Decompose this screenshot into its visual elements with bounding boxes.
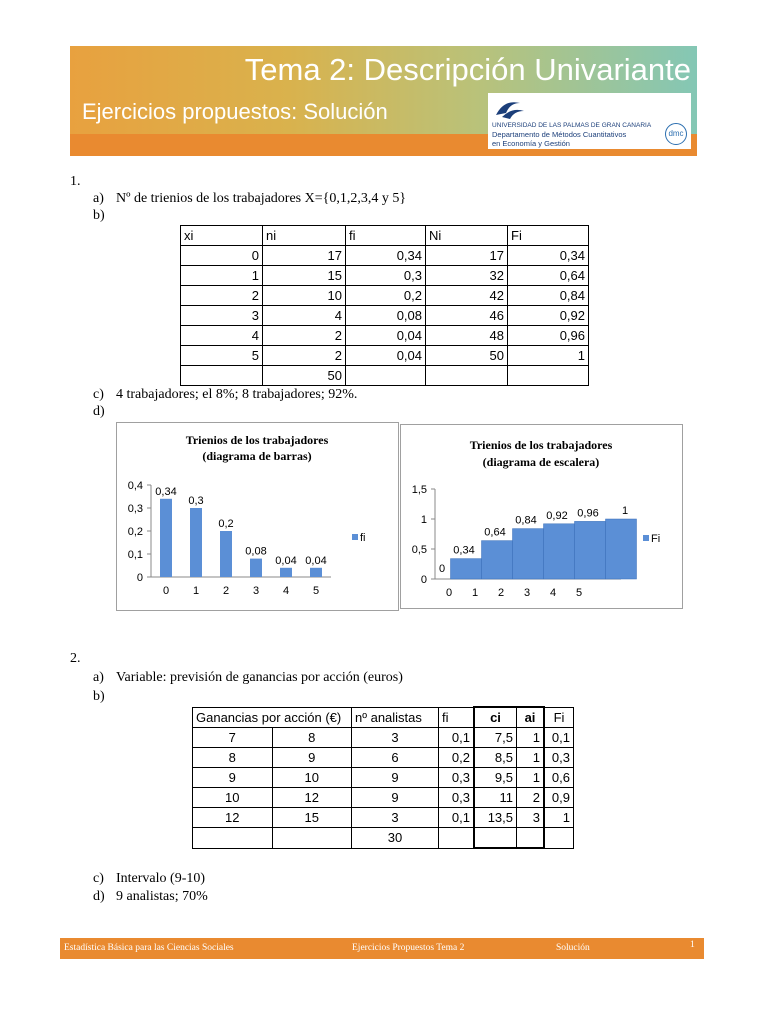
y-tick-label: 0 — [420, 574, 427, 586]
step-bar — [544, 524, 575, 579]
table-cell: 0,34 — [508, 246, 589, 266]
table-cell: 15 — [272, 808, 352, 828]
dmc-badge: dmc — [665, 123, 687, 145]
table-header-row — [193, 707, 574, 728]
table-cell: 3 — [352, 808, 439, 828]
footer-course: Estadística Básica para las Ciencias Sociales — [64, 943, 234, 953]
ex1-c-text: 4 trabajadores; el 8%; 8 trabajadores; 92%. — [116, 387, 358, 402]
table-row — [181, 346, 589, 366]
table-cell: 1 — [181, 266, 263, 286]
x-tick-label: 3 — [523, 587, 531, 599]
data-label: 0,34 — [453, 544, 475, 557]
ex1-a-text: Nº de trienios de los trabajadores X={0,1,2,3,4 y 5} — [116, 191, 407, 206]
table-cell: 2 — [263, 346, 346, 366]
table-row — [181, 306, 589, 326]
table-row — [181, 246, 589, 266]
chart-subtitle: (diagrama de barras) — [202, 449, 312, 463]
table-cell: 0,1 — [439, 728, 475, 748]
chart-title: Trienios de los trabajadores — [469, 438, 613, 452]
table-cell: 0,34 — [346, 246, 426, 266]
logo-department-name-2: en Economía y Gestión — [492, 139, 570, 148]
table-header-row — [181, 226, 589, 246]
legend-swatch — [643, 535, 649, 541]
table-cell — [517, 828, 545, 849]
table-row — [193, 788, 574, 808]
x-tick-label: 4 — [549, 587, 557, 599]
header-cell: Fi — [508, 226, 589, 246]
chart-title: Trienios de los trabajadores — [185, 433, 329, 447]
table-cell: 0,6 — [544, 768, 574, 788]
table-cell: 7 — [193, 728, 273, 748]
data-label: 0,34 — [155, 485, 177, 498]
y-tick-label: 0,2 — [127, 526, 143, 538]
header-cell: fi — [439, 707, 475, 728]
logo-university-name: UNIVERSIDAD DE LAS PALMAS DE GRAN CANARIA — [492, 122, 652, 129]
bar — [190, 508, 202, 577]
table-cell: 42 — [426, 286, 508, 306]
legend-label: fi — [360, 532, 366, 544]
table-row — [193, 808, 574, 828]
table-cell — [272, 828, 352, 849]
table-cell: 17 — [263, 246, 346, 266]
table-cell: 0,3 — [544, 748, 574, 768]
table-cell: 0,1 — [544, 728, 574, 748]
logo-department-name: Departamento de Métodos Cuantitativos — [492, 130, 627, 139]
header-cell: ci — [474, 707, 517, 728]
table-total-cell: 50 — [263, 366, 346, 386]
table-cell: 12 — [193, 808, 273, 828]
x-tick-label: 2 — [497, 587, 505, 599]
table-row — [193, 728, 574, 748]
table-cell: 1 — [517, 748, 545, 768]
frequency-table-1 — [180, 225, 589, 386]
x-tick-label: 5 — [312, 585, 320, 597]
x-tick-label: 3 — [252, 585, 260, 597]
table-cell — [439, 828, 475, 849]
step-bar — [575, 521, 606, 579]
header-cell: ni — [263, 226, 346, 246]
legend-swatch — [352, 534, 358, 540]
table-cell: 0,08 — [346, 306, 426, 326]
bar-chart — [117, 423, 398, 610]
table-cell: 4 — [263, 306, 346, 326]
data-label: 0 — [439, 562, 446, 575]
ex2-a-label: a) — [93, 670, 104, 685]
table-cell: 46 — [426, 306, 508, 326]
bar — [250, 559, 262, 577]
y-tick-label: 0,3 — [127, 503, 143, 515]
data-label: 0,08 — [245, 545, 267, 558]
table-cell: 0,1 — [439, 808, 475, 828]
table-cell: 15 — [263, 266, 346, 286]
table-cell: 0,2 — [346, 286, 426, 306]
step-bar — [482, 541, 513, 579]
table-cell: 48 — [426, 326, 508, 346]
footer-section: Solución — [556, 943, 590, 953]
data-label: 0,04 — [305, 554, 327, 567]
table-cell: 17 — [426, 246, 508, 266]
table-cell: 8,5 — [474, 748, 517, 768]
header-cell: fi — [346, 226, 426, 246]
table-cell: 8 — [272, 728, 352, 748]
table-cell: 8 — [193, 748, 273, 768]
frequency-table-2 — [192, 706, 574, 849]
chart-subtitle: (diagrama de escalera) — [482, 455, 600, 469]
table-total-row — [181, 366, 589, 386]
table-row — [181, 326, 589, 346]
step-bar — [606, 519, 637, 579]
x-tick-label: 1 — [192, 585, 200, 597]
legend-label: Fi — [651, 533, 661, 545]
table-cell: 32 — [426, 266, 508, 286]
bar — [310, 568, 322, 577]
table-cell: 9 — [193, 768, 273, 788]
x-tick-label: 2 — [222, 585, 230, 597]
data-label: 0,3 — [188, 495, 204, 507]
table-cell: 1 — [544, 808, 574, 828]
table-cell: 0,64 — [508, 266, 589, 286]
y-tick-label: 0 — [136, 572, 143, 584]
ex2-number: 2. — [70, 651, 81, 666]
page-title: Tema 2: Descripción Univariante — [244, 52, 691, 87]
data-label: 0,04 — [275, 554, 297, 567]
table-cell: 3 — [517, 808, 545, 828]
header-cell: xi — [181, 226, 263, 246]
table-cell: 2 — [181, 286, 263, 306]
table-cell: 3 — [352, 728, 439, 748]
y-tick-label: 0,4 — [127, 480, 143, 492]
table-cell: 0,04 — [346, 326, 426, 346]
table-cell: 0,04 — [346, 346, 426, 366]
data-label: 1 — [621, 505, 629, 517]
ex2-c-text: Intervalo (9-10) — [116, 871, 206, 886]
y-tick-label: 0,1 — [127, 549, 143, 561]
header-cell: ai — [517, 707, 545, 728]
table-cell: 50 — [426, 346, 508, 366]
table-cell — [426, 366, 508, 386]
table-cell: 12 — [272, 788, 352, 808]
table-cell: 0,96 — [508, 326, 589, 346]
x-tick-label: 5 — [575, 587, 583, 599]
table-cell: 0,84 — [508, 286, 589, 306]
table-cell: 9 — [272, 748, 352, 768]
table-row — [193, 768, 574, 788]
table-cell — [181, 366, 263, 386]
table-cell — [508, 366, 589, 386]
bar — [160, 499, 172, 577]
page-subtitle: Ejercicios propuestos: Solución — [82, 99, 388, 124]
table-cell: 9 — [352, 768, 439, 788]
table-cell — [474, 828, 517, 849]
table-cell: 10 — [272, 768, 352, 788]
table-row — [193, 748, 574, 768]
table-cell — [193, 828, 273, 849]
step-chart — [401, 425, 682, 608]
ex1-a-label: a) — [93, 191, 104, 206]
university-logo — [488, 93, 691, 149]
page-footer — [60, 938, 704, 959]
table-cell: 0,2 — [439, 748, 475, 768]
table-cell: 4 — [181, 326, 263, 346]
table-cell: 0,3 — [346, 266, 426, 286]
table-cell: 11 — [474, 788, 517, 808]
data-label: 0,64 — [484, 526, 506, 539]
table-cell: 0,3 — [439, 768, 475, 788]
ex2-b-label: b) — [93, 689, 105, 704]
table-cell — [544, 828, 574, 849]
bar — [220, 531, 232, 577]
ex2-a-text: Variable: previsión de ganancias por acción (euros) — [116, 670, 403, 685]
y-tick-label: 1,5 — [411, 484, 427, 496]
table-cell: 0,9 — [544, 788, 574, 808]
header-cell: nº analistas — [352, 707, 439, 728]
table-row — [181, 286, 589, 306]
y-tick-label: 1 — [420, 514, 427, 526]
ex1-d-label: d) — [93, 404, 105, 419]
university-emblem-icon — [494, 97, 526, 121]
table-cell: 5 — [181, 346, 263, 366]
table-cell: 0,3 — [439, 788, 475, 808]
x-tick-label: 0 — [445, 587, 453, 599]
x-tick-label: 1 — [471, 587, 479, 599]
data-label: 0,84 — [515, 514, 537, 527]
table-cell: 9,5 — [474, 768, 517, 788]
page-number: 1 — [690, 940, 695, 950]
table-cell: 6 — [352, 748, 439, 768]
data-label: 0,96 — [577, 507, 599, 520]
ex2-c-label: c) — [93, 871, 104, 886]
table-cell: 3 — [181, 306, 263, 326]
table-cell: 2 — [517, 788, 545, 808]
ex1-c-label: c) — [93, 387, 104, 402]
y-tick-label: 0,5 — [411, 544, 427, 556]
x-tick-label: 0 — [162, 585, 170, 597]
header-cell: Fi — [544, 707, 574, 728]
table-cell: 1 — [508, 346, 589, 366]
table-cell: 9 — [352, 788, 439, 808]
step-chart-container — [400, 424, 683, 609]
bar-chart-container — [116, 422, 399, 611]
table-cell: 1 — [517, 728, 545, 748]
bar — [280, 568, 292, 577]
step-bar — [513, 529, 544, 579]
table-total-cell: 30 — [352, 828, 439, 849]
ex1-b-label: b) — [93, 208, 105, 223]
data-label: 0,92 — [546, 509, 568, 522]
header-cell: Ni — [426, 226, 508, 246]
step-bar — [451, 559, 482, 579]
table-cell: 0 — [181, 246, 263, 266]
ex2-d-text: 9 analistas; 70% — [116, 889, 208, 904]
table-cell: 0,92 — [508, 306, 589, 326]
table-cell: 10 — [263, 286, 346, 306]
ex2-d-label: d) — [93, 889, 105, 904]
table-cell — [346, 366, 426, 386]
header-banner — [70, 46, 697, 156]
ex1-number: 1. — [70, 174, 81, 189]
table-cell: 2 — [263, 326, 346, 346]
table-cell: 1 — [517, 768, 545, 788]
table-cell: 10 — [193, 788, 273, 808]
table-cell: 13,5 — [474, 808, 517, 828]
footer-document: Ejercicios Propuestos Tema 2 — [352, 943, 465, 953]
table-total-row — [193, 828, 574, 849]
data-label: 0,2 — [218, 518, 234, 530]
x-tick-label: 4 — [282, 585, 290, 597]
table-row — [181, 266, 589, 286]
table-cell: 7,5 — [474, 728, 517, 748]
header-cell: Ganancias por acción (€) — [193, 707, 352, 728]
